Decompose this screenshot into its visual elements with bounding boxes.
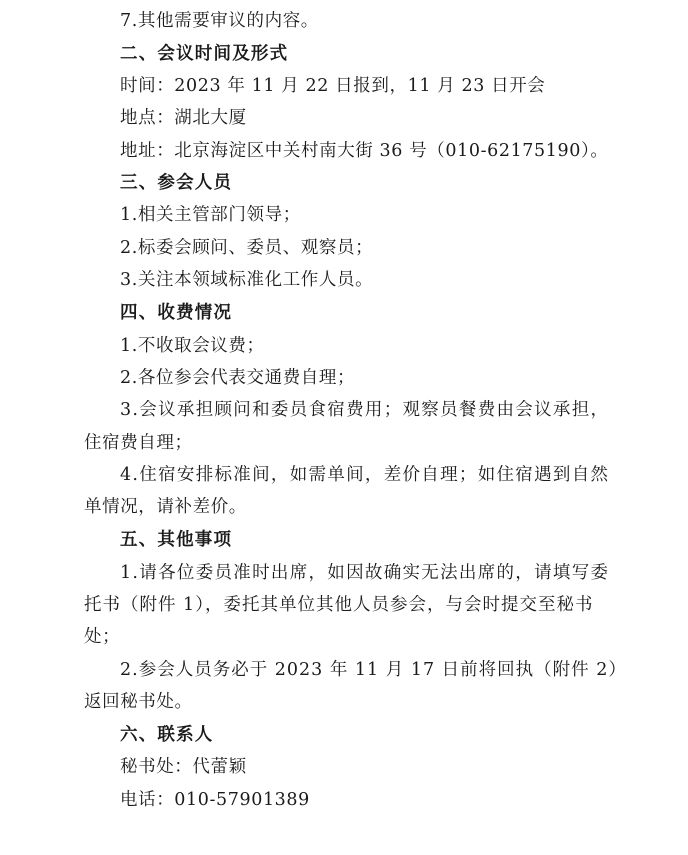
section-6-heading: 六、联系人 — [120, 725, 214, 745]
contact-phone: 电话：010-57901389 — [120, 790, 310, 810]
fee-item-2: 2.各位参会代表交通费自理； — [120, 368, 356, 388]
fee-item-4-line-2: 单情况，请补差价。 — [84, 497, 247, 517]
section-4-heading: 四、收费情况 — [120, 303, 233, 323]
fee-item-4-line-1: 4.住宿安排标准间，如需单间，差价自理；如住宿遇到自然 — [120, 465, 610, 485]
attendee-item-2: 2.标委会顾问、委员、观察员； — [120, 238, 374, 258]
other-item-1-line-2: 托书（附件 1），委托其单位其他人员参会，与会时提交至秘书 — [84, 595, 594, 615]
fee-item-1: 1.不收取会议费； — [120, 336, 265, 356]
meeting-place: 地点：湖北大厦 — [120, 108, 247, 128]
meeting-address: 地址：北京海淀区中关村南大街 36 号（010-62175190）。 — [120, 141, 609, 161]
attendee-item-1: 1.相关主管部门领导； — [120, 205, 301, 225]
fee-item-3-line-1: 3.会议承担顾问和委员食宿费用；观察员餐费由会议承担， — [120, 400, 610, 420]
fee-item-3-line-2: 住宿费自理； — [84, 433, 193, 453]
section-3-heading: 三、参会人员 — [120, 173, 233, 193]
other-item-1-line-3: 处； — [84, 627, 121, 647]
section-5-heading: 五、其他事项 — [120, 530, 233, 550]
meeting-time: 时间：2023 年 11 月 22 日报到，11 月 23 日开会 — [120, 76, 546, 96]
other-item-2-line-1: 2.参会人员务必于 2023 年 11 月 17 日前将回执（附件 2） — [120, 660, 627, 680]
other-item-1-line-1: 1.请各位委员准时出席，如因故确实无法出席的，请填写委 — [120, 563, 610, 583]
contact-secretariat: 秘书处：代蕾颖 — [120, 757, 247, 777]
section-2-heading: 二、会议时间及形式 — [120, 44, 289, 64]
agenda-item-7: 7.其他需要审议的内容。 — [120, 11, 319, 31]
attendee-item-3: 3.关注本领域标准化工作人员。 — [120, 270, 374, 290]
other-item-2-line-2: 返回秘书处。 — [84, 692, 193, 712]
